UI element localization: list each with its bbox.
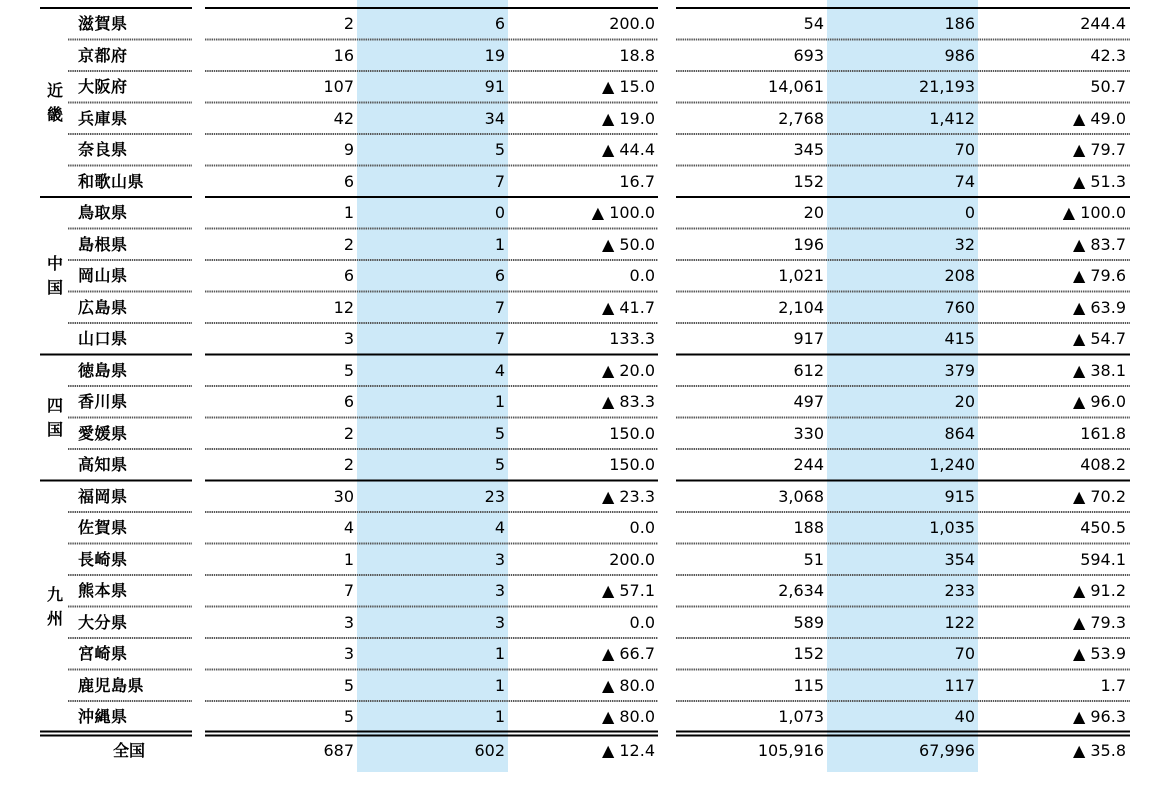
value-cell-f: ▲ 49.0 (1072, 108, 1126, 128)
value-cell-d: 196 (793, 234, 824, 254)
value-cell-c: 16.7 (619, 171, 655, 191)
prefecture-name: 高知県 (78, 455, 128, 474)
value-cell-e: 864 (944, 423, 975, 443)
value-cell-d: 3,068 (778, 486, 824, 506)
value-cell-b: 3 (494, 581, 505, 600)
value-cell-d: 1,021 (778, 266, 824, 285)
value-cell-b: 6 (494, 14, 505, 33)
value-cell-e: 117 (944, 675, 975, 695)
total-value-e: 67,996 (919, 740, 975, 760)
value-cell-f: ▲ 70.2 (1072, 486, 1126, 506)
value-cell-b: 5 (494, 423, 505, 443)
value-cell-d: 693 (793, 45, 824, 65)
value-cell-c: 0.0 (629, 266, 655, 285)
value-cell-e: 208 (944, 266, 975, 285)
prefecture-name: 熊本県 (78, 581, 128, 600)
prefecture-name: 大阪府 (78, 77, 128, 96)
value-cell-f: 1.7 (1100, 675, 1126, 695)
prefecture-name: 兵庫県 (78, 108, 128, 128)
value-cell-c: 150.0 (609, 423, 655, 443)
region-label: 近畿 (46, 80, 63, 124)
value-cell-b: 34 (484, 108, 505, 128)
value-cell-b: 1 (494, 675, 505, 695)
value-cell-b: 0 (494, 203, 505, 222)
value-cell-a: 6 (343, 392, 354, 411)
value-cell-d: 1,073 (778, 707, 824, 726)
prefecture-name: 長崎県 (78, 549, 128, 569)
value-cell-f: 450.5 (1080, 518, 1126, 537)
value-cell-c: ▲ 19.0 (601, 108, 655, 128)
value-cell-e: 0 (964, 203, 975, 222)
value-cell-b: 5 (494, 455, 505, 474)
value-cell-a: 12 (333, 297, 354, 317)
value-cell-a: 4 (343, 518, 354, 537)
value-cell-e: 1,240 (929, 455, 975, 474)
prefecture-name: 香川県 (78, 392, 128, 411)
value-cell-c: 200.0 (609, 14, 655, 33)
value-cell-e: 354 (944, 549, 975, 569)
value-cell-f: ▲ 53.9 (1072, 644, 1126, 663)
value-cell-d: 2,104 (778, 297, 824, 317)
value-cell-c: ▲ 41.7 (601, 297, 655, 317)
value-cell-d: 14,061 (768, 77, 824, 96)
value-cell-f: ▲ 100.0 (1062, 203, 1126, 222)
value-cell-d: 2,634 (778, 581, 824, 600)
value-cell-a: 16 (333, 45, 354, 65)
value-cell-a: 5 (343, 360, 354, 380)
value-cell-a: 5 (343, 675, 354, 695)
value-cell-c: 133.3 (609, 329, 655, 348)
value-cell-b: 7 (494, 171, 505, 191)
value-cell-e: 70 (954, 140, 975, 159)
value-cell-e: 74 (954, 171, 975, 191)
value-cell-d: 152 (793, 171, 824, 191)
value-cell-c: 18.8 (619, 45, 655, 65)
value-cell-c: 0.0 (629, 612, 655, 632)
prefecture-name: 宮崎県 (78, 644, 128, 663)
value-cell-f: ▲ 38.1 (1072, 360, 1126, 380)
total-value-f: ▲ 35.8 (1072, 740, 1126, 760)
prefecture-name: 大分県 (78, 612, 128, 632)
value-cell-a: 1 (343, 203, 354, 222)
value-cell-d: 330 (793, 423, 824, 443)
value-cell-b: 1 (494, 234, 505, 254)
value-cell-f: ▲ 51.3 (1072, 171, 1126, 191)
value-cell-b: 6 (494, 266, 505, 285)
prefecture-name: 徳島県 (78, 360, 128, 380)
value-cell-f: 50.7 (1090, 77, 1126, 96)
value-cell-f: 161.8 (1080, 423, 1126, 443)
value-cell-f: ▲ 63.9 (1072, 297, 1126, 317)
value-cell-d: 188 (793, 518, 824, 537)
value-cell-b: 7 (494, 329, 505, 348)
value-cell-e: 21,193 (919, 77, 975, 96)
value-cell-f: 408.2 (1080, 455, 1126, 474)
value-cell-c: ▲ 23.3 (601, 486, 655, 506)
value-cell-d: 152 (793, 644, 824, 663)
value-cell-d: 244 (793, 455, 824, 474)
value-cell-a: 9 (343, 140, 354, 159)
value-cell-a: 2 (343, 234, 354, 254)
value-cell-b: 5 (494, 140, 505, 159)
region-label: 中国 (46, 253, 63, 297)
value-cell-e: 233 (944, 581, 975, 600)
value-cell-c: ▲ 80.0 (601, 675, 655, 695)
value-cell-b: 4 (494, 360, 505, 380)
total-value-d: 105,916 (757, 740, 824, 760)
value-cell-f: ▲ 79.6 (1072, 266, 1126, 285)
value-cell-f: ▲ 91.2 (1072, 581, 1126, 600)
prefecture-name: 福岡県 (78, 486, 128, 506)
prefecture-name: 愛媛県 (78, 423, 128, 443)
value-cell-e: 32 (954, 234, 975, 254)
value-cell-d: 51 (803, 549, 824, 569)
total-value-c: ▲ 12.4 (601, 740, 655, 760)
value-cell-e: 40 (954, 707, 975, 726)
value-cell-b: 3 (494, 612, 505, 632)
prefecture-name: 佐賀県 (78, 518, 128, 537)
value-cell-c: ▲ 44.4 (601, 140, 655, 159)
value-cell-c: 200.0 (609, 549, 655, 569)
value-cell-a: 3 (343, 329, 354, 348)
value-cell-d: 20 (803, 203, 824, 222)
value-cell-c: ▲ 83.3 (601, 392, 655, 411)
value-cell-d: 917 (793, 329, 824, 348)
prefecture-name: 島根県 (78, 234, 128, 254)
value-cell-d: 612 (793, 360, 824, 380)
value-cell-d: 115 (793, 675, 824, 695)
value-cell-e: 915 (944, 486, 975, 506)
value-cell-e: 1,035 (929, 518, 975, 537)
prefecture-name: 沖縄県 (78, 707, 128, 726)
value-cell-b: 19 (484, 45, 505, 65)
value-cell-c: ▲ 15.0 (601, 77, 655, 96)
value-cell-f: ▲ 96.0 (1072, 392, 1126, 411)
value-cell-b: 23 (484, 486, 505, 506)
prefecture-name: 和歌山県 (78, 171, 145, 191)
value-cell-f: 42.3 (1090, 45, 1126, 65)
total-label: 全国 (113, 740, 146, 760)
value-cell-c: ▲ 57.1 (601, 581, 655, 600)
value-cell-b: 1 (494, 644, 505, 663)
value-cell-b: 4 (494, 518, 505, 537)
value-cell-a: 3 (343, 644, 354, 663)
value-cell-a: 30 (333, 486, 354, 506)
value-cell-c: ▲ 100.0 (591, 203, 655, 222)
total-value-b: 602 (474, 740, 505, 760)
value-cell-e: 186 (944, 14, 975, 33)
value-cell-e: 70 (954, 644, 975, 663)
value-cell-b: 1 (494, 392, 505, 411)
prefecture-name: 山口県 (78, 329, 128, 348)
value-cell-f: ▲ 79.7 (1072, 140, 1126, 159)
value-cell-d: 54 (803, 14, 824, 33)
value-cell-d: 2,768 (778, 108, 824, 128)
value-cell-a: 107 (323, 77, 354, 96)
value-cell-f: ▲ 79.3 (1072, 612, 1126, 632)
value-cell-d: 589 (793, 612, 824, 632)
prefecture-name: 鳥取県 (78, 203, 128, 222)
value-cell-e: 379 (944, 360, 975, 380)
value-cell-e: 1,412 (929, 108, 975, 128)
prefecture-name: 奈良県 (78, 140, 128, 159)
value-cell-a: 2 (343, 455, 354, 474)
prefecture-name: 滋賀県 (78, 14, 128, 33)
value-cell-f: ▲ 54.7 (1072, 329, 1126, 348)
value-cell-a: 3 (343, 612, 354, 632)
value-cell-e: 122 (944, 612, 975, 632)
region-label: 九州 (46, 584, 63, 628)
value-cell-f: ▲ 96.3 (1072, 707, 1126, 726)
value-cell-d: 497 (793, 392, 824, 411)
value-cell-c: 0.0 (629, 518, 655, 537)
value-cell-f: 244.4 (1080, 14, 1126, 33)
total-value-a: 687 (323, 740, 354, 760)
value-cell-a: 5 (343, 707, 354, 726)
value-cell-b: 91 (484, 77, 505, 96)
value-cell-d: 345 (793, 140, 824, 159)
value-cell-e: 760 (944, 297, 975, 317)
value-cell-a: 7 (343, 581, 354, 600)
value-cell-a: 1 (343, 549, 354, 569)
value-cell-a: 6 (343, 266, 354, 285)
value-cell-b: 3 (494, 549, 505, 569)
prefecture-name: 京都府 (78, 45, 128, 65)
value-cell-c: ▲ 66.7 (601, 644, 655, 663)
value-cell-a: 2 (343, 14, 354, 33)
value-cell-c: ▲ 80.0 (601, 707, 655, 726)
value-cell-e: 415 (944, 329, 975, 348)
value-cell-c: ▲ 20.0 (601, 360, 655, 380)
value-cell-a: 42 (333, 108, 354, 128)
prefecture-name: 広島県 (78, 297, 128, 317)
value-cell-e: 986 (944, 45, 975, 65)
value-cell-c: ▲ 50.0 (601, 234, 655, 254)
prefecture-name: 鹿児島県 (78, 675, 145, 695)
value-cell-e: 20 (954, 392, 975, 411)
region-label: 四国 (46, 395, 63, 439)
value-cell-b: 7 (494, 297, 505, 317)
value-cell-f: ▲ 83.7 (1072, 234, 1126, 254)
value-cell-f: 594.1 (1080, 549, 1126, 569)
value-cell-b: 1 (494, 707, 505, 726)
value-cell-c: 150.0 (609, 455, 655, 474)
prefecture-name: 岡山県 (78, 266, 128, 285)
value-cell-a: 6 (343, 171, 354, 191)
value-cell-a: 2 (343, 423, 354, 443)
